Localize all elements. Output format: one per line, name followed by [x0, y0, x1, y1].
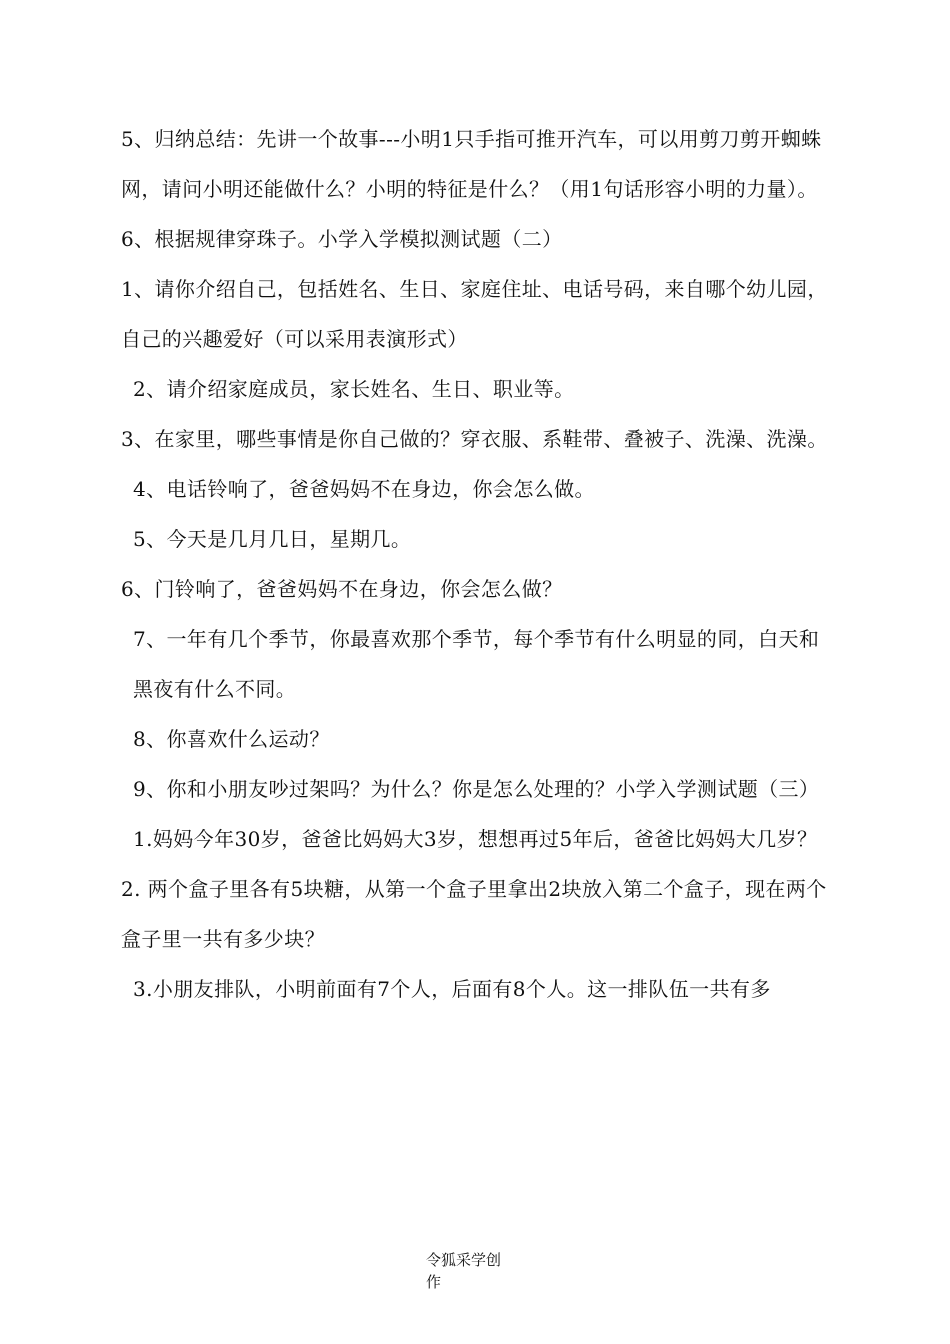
paragraph-6-beads: 6、根据规律穿珠子。小学入学模拟测试题（二） [121, 227, 563, 251]
paragraph-q2-candy: 2. 两个盒子里各有5块糖，从第一个盒子里拿出2块放入第二个盒子，现在两个盒子里一共有多少块？ [121, 877, 827, 951]
paragraph-5-summary: 5、归纳总结：先讲一个故事---小明1只手指可推开汽车，可以用剪刀剪开蜘蛛网，请问小明还能做什么？小明的特征是什么？（用1句话形容小明的力量）。 [121, 127, 822, 201]
paragraph-7-seasons: 7、一年有几个季节，你最喜欢那个季节，每个季节有什么明显的同，白天和黑夜有什么不同。 [133, 627, 820, 701]
paragraph-6-doorbell: 6、门铃响了，爸爸妈妈不在身边，你会怎么做？ [121, 577, 563, 601]
paragraph-1-self-intro: 1、请你介绍自己，包括姓名、生日、家庭住址、电话号码，来自哪个幼儿园，自己的兴趣爱好（可以采用表演形式） [121, 277, 828, 351]
paragraph-5-date: 5、今天是几月几日，星期几。 [133, 527, 412, 551]
paragraph-3-chores: 3、在家里，哪些事情是你自己做的？穿衣服、系鞋带、叠被子、洗澡、洗澡。 [121, 427, 828, 451]
paragraph-9-quarrel: 9、你和小朋友吵过架吗？为什么？你是怎么处理的？小学入学测试题（三） [133, 777, 820, 801]
page-footer [400, 1249, 550, 1293]
paragraph-q1-age: 1.妈妈今年30岁，爸爸比妈妈大3岁，想想再过5年后，爸爸比妈妈大几岁？ [133, 827, 818, 851]
body-text [121, 114, 833, 1014]
paragraph-8-sports: 8、你喜欢什么运动？ [133, 727, 330, 751]
paragraph-4-phone: 4、电话铃响了，爸爸妈妈不在身边，你会怎么做。 [133, 477, 595, 501]
paragraph-2-family: 2、请介绍家庭成员，家长姓名、生日、职业等。 [133, 377, 575, 401]
paragraph-q3-queue: 3.小朋友排队，小明前面有7个人，后面有8个人。这一排队伍一共有多 [133, 977, 771, 1001]
footer-line-1: 令狐采学创 [426, 1251, 502, 1269]
footer-line-2: 作 [426, 1273, 442, 1291]
